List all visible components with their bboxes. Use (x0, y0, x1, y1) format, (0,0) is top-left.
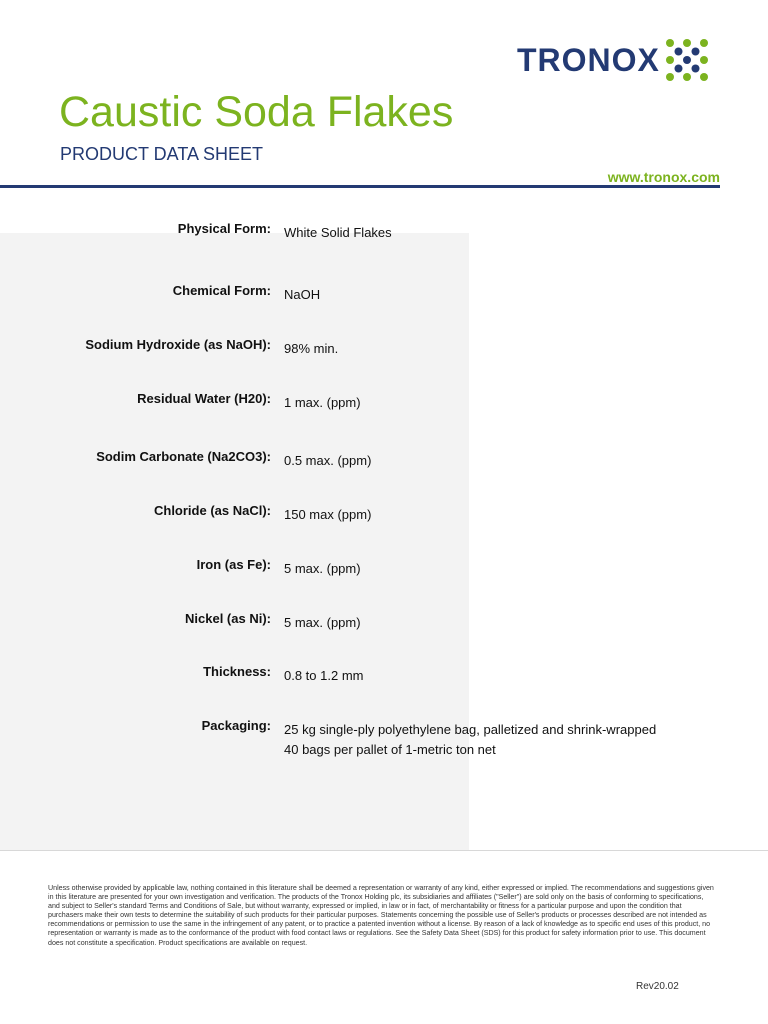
spec-label: Physical Form: (177, 221, 271, 236)
spec-row-sodium-hydroxide (0, 337, 768, 357)
website-link[interactable]: www.tronox.com (607, 169, 720, 185)
page-subtitle: PRODUCT DATA SHEET (60, 144, 264, 164)
spec-value: 5 max. (ppm) (284, 561, 361, 576)
spec-row-chloride (0, 503, 768, 523)
spec-value: 150 max (ppm) (284, 507, 372, 522)
tronox-logo (517, 36, 710, 84)
spec-row-packaging (0, 718, 768, 762)
revision-number: Rev20.02 (636, 981, 679, 992)
spec-row-physical-form (0, 221, 768, 241)
header-divider (0, 185, 720, 188)
spec-value: 1 max. (ppm) (284, 395, 361, 410)
spec-value: 25 kg single-ply polyethylene bag, palletized and shrink-wrapped (284, 722, 657, 737)
legal-disclaimer: Unless otherwise provided by applicable law, nothing contained in this literature shall be deemed a representation or warranty of any kind, either expressed or implied. The recommendations and suggestions given in this literature are presented for your own investigation and verification. The products of the Tronox Holding plc, its subsidiaries and affiliates ("Seller") are sold only on the basis of conforming to specifications, and subject to Seller's standard Terms and Conditions of Sale, but without warranty, expressed or implied, in law or in fact, of merchantability or fitness for a particular purpose and upon the condition that purchasers make their own tests to determine the suitability of such products for their particular purposes. Statements concerning the possible use of Seller's products or processes described are not intended as recommendations or permission to use the same in the infringement of any patent, or to practice a patented invention without a license. By reason of a lack of knowledge as to specific end uses of this product, no representation or warranty is made as to the conformance of the product with food contact laws or regulations. See the Safety Data Sheet (SDS) for this product for safety information prior to use. This document does not constitute a specification. Product specifications are available on request. (48, 884, 714, 947)
spec-label: Iron (as Fe): (196, 557, 271, 572)
spec-row-residual-water (0, 391, 768, 411)
spec-label: Nickel (as Ni): (185, 611, 271, 626)
spec-label: Chemical Form: (172, 283, 271, 298)
footer-divider (0, 850, 768, 851)
spec-label: Packaging: (201, 718, 271, 733)
spec-value-line-2: 40 bags per pallet of 1-metric ton net (284, 742, 496, 757)
spec-label: Thickness: (203, 664, 271, 679)
spec-value: 5 max. (ppm) (284, 615, 361, 630)
tronox-molecule-icon (664, 37, 710, 83)
spec-row-chemical-form (0, 283, 768, 303)
spec-value: 98% min. (284, 341, 339, 356)
page-title: Caustic Soda Flakes (59, 88, 454, 136)
spec-value: 0.5 max. (ppm) (284, 453, 372, 468)
spec-value: White Solid Flakes (284, 225, 392, 240)
spec-label: Sodim Carbonate (Na2CO3): (96, 449, 271, 464)
spec-label: Chloride (as NaCl): (153, 503, 271, 518)
logo-text: TRONOX (517, 41, 660, 78)
spec-row-sodium-carbonate (0, 449, 768, 469)
spec-row-iron (0, 557, 768, 577)
spec-label: Sodium Hydroxide (as NaOH): (85, 337, 271, 352)
spec-value: NaOH (284, 287, 321, 302)
spec-row-nickel (0, 611, 768, 631)
spec-value: 0.8 to 1.2 mm (284, 668, 364, 683)
spec-row-thickness (0, 664, 768, 684)
spec-label: Residual Water (H20): (137, 391, 271, 406)
